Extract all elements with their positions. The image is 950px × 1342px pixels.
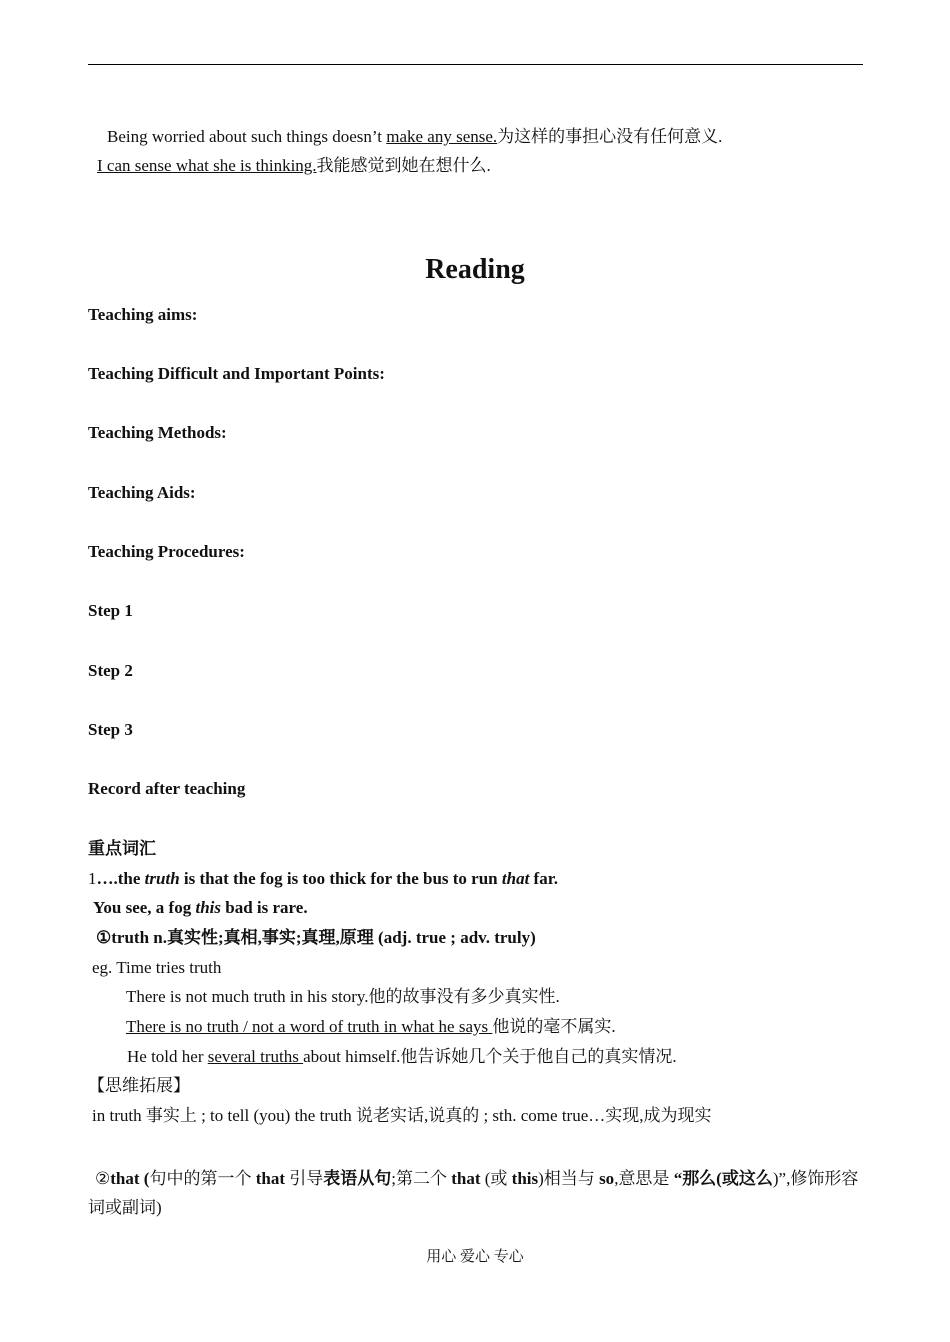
- example-sentence-3-phrase: several truths: [207, 1047, 304, 1066]
- intro-line-2-translation: 我能感觉到她在想什么.: [316, 156, 491, 175]
- extension-label: 【思维拓展】: [88, 1076, 190, 1095]
- quote-text: bad is rare.: [221, 898, 308, 917]
- page-footer: 用心 爱心 专心: [426, 1249, 524, 1265]
- example-sentence-1: There is not much truth in his story.他的故事没有多少真实性.: [126, 987, 560, 1006]
- quote-text: far.: [529, 869, 558, 888]
- example-sentence-3-rest: about himself.他告诉她几个关于他自己的真实情况.: [303, 1047, 677, 1066]
- heading-teaching-aims: Teaching aims:: [88, 305, 198, 324]
- truth-definition: ①truth n.真实性;真相,事实;真理,原理 (adj. true ; adv. truly): [96, 928, 536, 947]
- quote-keyword-that: that: [501, 869, 530, 888]
- example-sentence-3-text: He told her: [127, 1047, 208, 1066]
- heading-step-3: Step 3: [88, 720, 133, 739]
- heading-step-1: Step 1: [88, 601, 133, 620]
- note-part: 句中的第一个: [149, 1169, 256, 1188]
- extension-text: in truth 事实上 ; to tell (you) the truth 说老实话,说真的 ; sth. come true…实现,成为现实: [92, 1106, 712, 1125]
- note-part: )”,修饰形容词或副词): [88, 1169, 859, 1217]
- intro-line-1: [107, 126, 722, 148]
- header-rule: [88, 64, 863, 65]
- quote-keyword-this: this: [195, 898, 221, 917]
- quote-text: is that the fog is too thick for the bus to run: [179, 869, 502, 888]
- note-part: that: [451, 1169, 481, 1188]
- note-part: ,意思是: [614, 1169, 674, 1188]
- heading-record: Record after teaching: [88, 779, 246, 798]
- note-part: (或: [480, 1169, 512, 1188]
- intro-line-2-sentence: I can sense what she is thinking.: [97, 156, 317, 175]
- note-part: that: [255, 1169, 285, 1188]
- note-part: 引导: [284, 1169, 324, 1188]
- quote-text: ….the: [96, 869, 145, 888]
- that-usage-note: [88, 1164, 863, 1222]
- note-marker: ②: [95, 1169, 111, 1188]
- example-sentence-2-text: There is no truth / not a word of truth in what he says: [126, 1017, 493, 1036]
- note-part: “那么(或这么: [673, 1169, 773, 1188]
- intro-line-2: [97, 155, 491, 177]
- example-label: eg. Time tries truth: [92, 958, 222, 977]
- intro-line-1-translation: 为这样的事担心没有任何意义.: [497, 127, 723, 146]
- item-number: 1: [88, 869, 97, 888]
- heading-teaching-aids: Teaching Aids:: [88, 483, 196, 502]
- quote-text: You see, a fog: [93, 898, 196, 917]
- heading-teaching-procedures: Teaching Procedures:: [88, 542, 245, 561]
- example-sentence-3: [127, 1046, 677, 1068]
- example-sentence-2-translation: 他说的毫不属实.: [492, 1017, 616, 1036]
- intro-line-1-text: Being worried about such things doesn’t: [107, 127, 387, 146]
- page-title: Reading: [425, 254, 525, 285]
- heading-teaching-methods: Teaching Methods:: [88, 423, 227, 442]
- note-part: that (: [110, 1169, 150, 1188]
- heading-step-2: Step 2: [88, 661, 133, 680]
- note-part: so: [599, 1169, 615, 1188]
- item-1-quote-line-2: [93, 897, 308, 919]
- item-1-quote-line-1: [88, 868, 558, 890]
- intro-line-1-phrase: make any sense.: [386, 127, 498, 146]
- heading-key-vocabulary: 重点词汇: [88, 839, 156, 858]
- note-part: )相当与: [538, 1169, 600, 1188]
- note-part: 表语从句: [323, 1169, 392, 1188]
- note-part: ;第二个: [391, 1169, 452, 1188]
- note-part: this: [511, 1169, 539, 1188]
- heading-difficult-points: Teaching Difficult and Important Points:: [88, 364, 385, 383]
- quote-keyword-truth: truth: [144, 869, 180, 888]
- example-sentence-2: [126, 1016, 616, 1038]
